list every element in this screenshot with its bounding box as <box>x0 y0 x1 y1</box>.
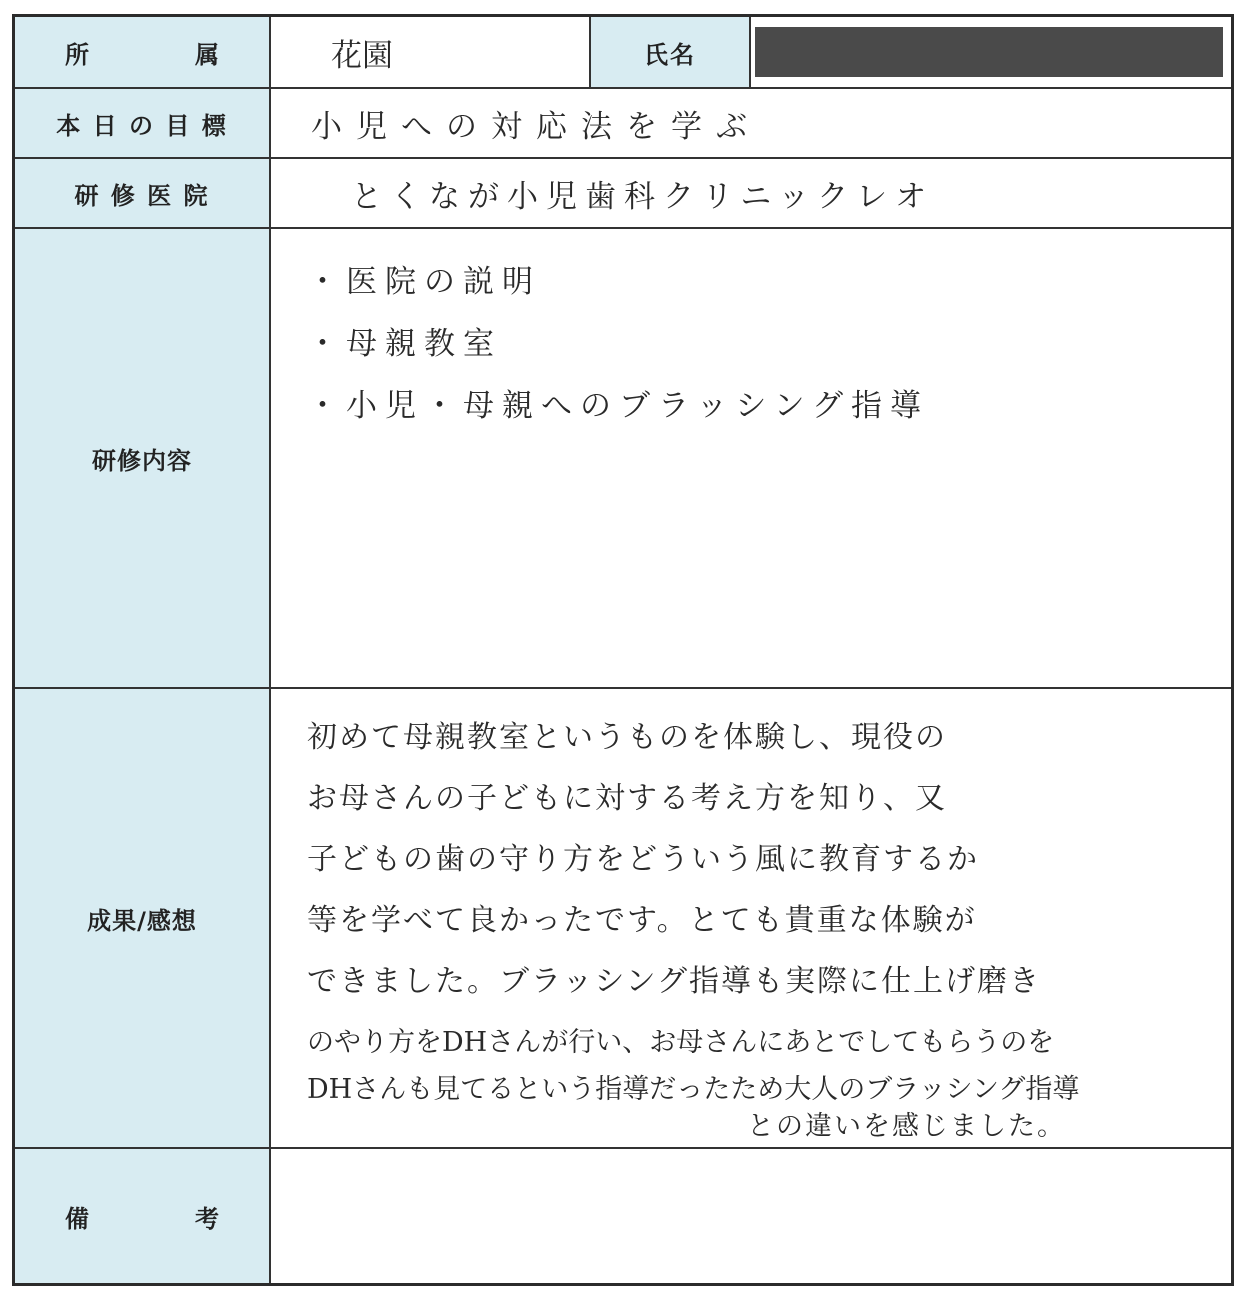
affiliation-value-text: 花園 <box>331 37 393 74</box>
name-label-text: 氏名 <box>644 40 696 69</box>
goal-value-text: 小児への対応法を学ぶ <box>311 108 761 145</box>
clinic-value <box>271 159 1231 227</box>
goal-label-text: 本 日 の 目 標 <box>56 111 228 140</box>
training-content-label <box>15 229 271 687</box>
impressions-row <box>15 689 1231 1149</box>
affiliation-value <box>271 17 591 87</box>
impressions-line: のやり方をDHさんが行い、お母さんにあとでしてもらうのを <box>307 1027 1055 1058</box>
goal-label <box>15 89 271 157</box>
impressions-line: お母さんの子どもに対する考え方を知り、又 <box>307 781 947 816</box>
clinic-row <box>15 159 1231 229</box>
remarks-label-char-2: 考 <box>195 1204 219 1233</box>
impressions-line: との違いを感じました。 <box>747 1111 1066 1142</box>
name-label <box>591 17 751 87</box>
remarks-label <box>15 1149 271 1283</box>
affiliation-row <box>15 17 1231 89</box>
training-content-item: ・小児・母親へのブラッシング指導 <box>307 388 929 424</box>
training-content-value <box>271 229 1231 687</box>
clinic-label-text: 研 修 医 院 <box>74 181 210 210</box>
remarks-label-char-1: 備 <box>65 1204 89 1233</box>
training-content-item: ・母親教室 <box>307 326 502 362</box>
remarks-value <box>271 1149 1231 1283</box>
training-content-label-text: 研修内容 <box>92 446 192 475</box>
impressions-line: できました。ブラッシング指導も実際に仕上げ磨き <box>307 964 1042 999</box>
clinic-label <box>15 159 271 227</box>
training-content-row <box>15 229 1231 689</box>
goal-value <box>271 89 1231 157</box>
training-content-item: ・医院の説明 <box>307 264 541 300</box>
impressions-line: 初めて母親教室というものを体験し、現役の <box>307 720 947 755</box>
remarks-row <box>15 1149 1231 1283</box>
affiliation-label-char-1: 所 <box>65 40 89 69</box>
impressions-label-text: 成果/感想 <box>87 906 197 935</box>
impressions-line: 等を学べて良かったです。とても貴重な体験が <box>307 903 977 938</box>
affiliation-label-char-2: 属 <box>195 40 219 69</box>
name-redaction-bar <box>755 27 1223 77</box>
impressions-value <box>271 689 1231 1147</box>
clinic-value-text: とくなが小児歯科クリニックレオ <box>351 178 935 215</box>
impressions-label <box>15 689 271 1147</box>
goal-row <box>15 89 1231 159</box>
affiliation-label <box>15 17 271 87</box>
daily-training-report-form <box>12 14 1234 1286</box>
impressions-line: DHさんも見てるという指導だったため大人のブラッシング指導 <box>307 1074 1080 1105</box>
impressions-line: 子どもの歯の守り方をどういう風に教育するか <box>307 842 979 877</box>
